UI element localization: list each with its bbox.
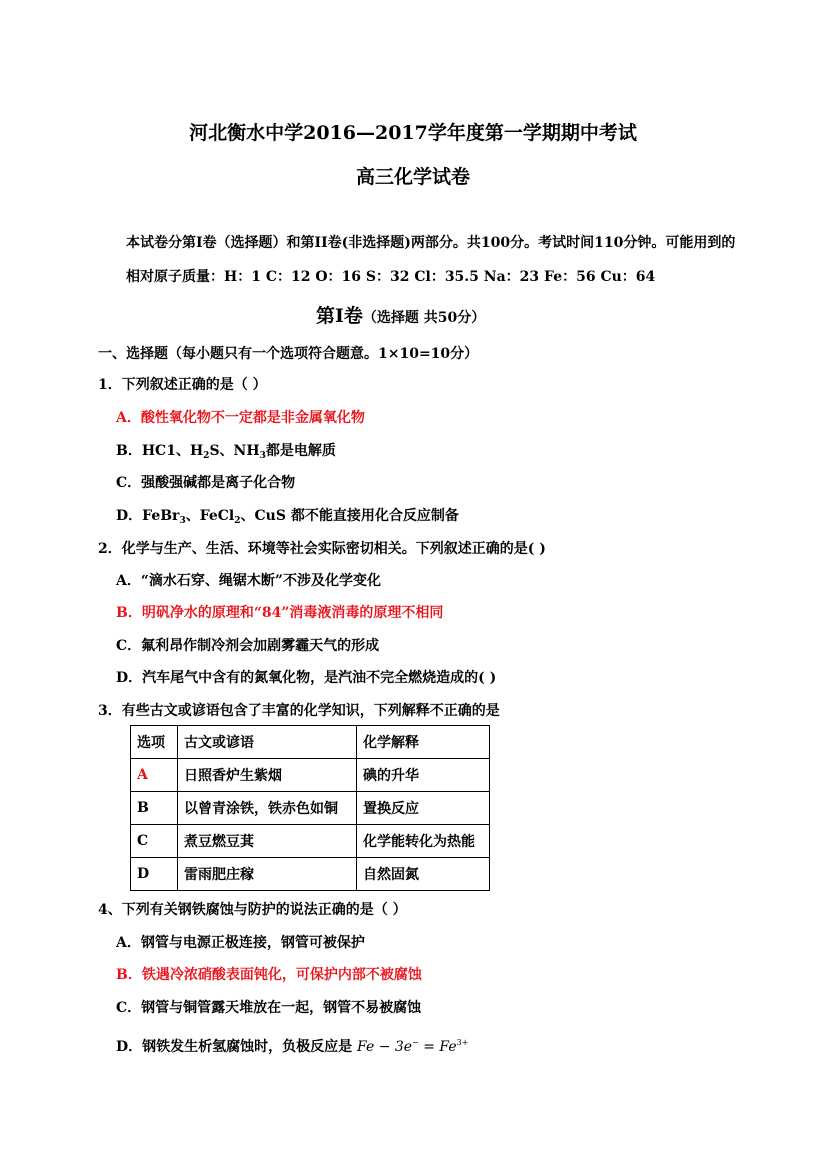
table-cell: 化学能转化为热能 [357, 825, 490, 858]
table-header-row [131, 726, 490, 759]
table-row [131, 792, 490, 825]
intro-line-2: 相对原子质量：H：1 C：12 O：16 S：32 Cl：35.5 Na：23 Fe：56 Cu：64 [126, 269, 656, 285]
table-header-cell: 选项 [131, 726, 178, 759]
table-row [131, 858, 490, 891]
q2-stem: 2．化学与生产、生活、环境等社会实际密切相关。下列叙述正确的是( ) [98, 541, 546, 557]
q2-option-a: A．“滴水石穿、绳锯木断”不涉及化学变化 [116, 573, 381, 589]
part-heading-note: （选择题 共50分） [362, 310, 486, 326]
q4-option-b: B．铁遇冷浓硝酸表面钝化，可保护内部不被腐蚀 [116, 967, 422, 983]
section-heading: 一、选择题（每小题只有一个选项符合题意。1×10=10分） [98, 346, 479, 362]
table-cell: 置换反应 [357, 792, 490, 825]
part-heading-title: 第Ⅰ卷 [316, 305, 363, 327]
table-header-cell: 化学解释 [357, 726, 490, 759]
table-cell: D [131, 858, 178, 891]
q3-stem: 3．有些古文或谚语包含了丰富的化学知识，下列解释不正确的是 [98, 703, 500, 719]
q3-table [130, 725, 490, 891]
table-header-cell: 古文或谚语 [178, 726, 357, 759]
table-cell: 雷雨肥庄稼 [178, 858, 357, 891]
q1-option-d: D．FeBr$_3$、FeCl$_2$、CuS 都不能直接用化合反应制备 [116, 508, 459, 526]
q4-option-a: A．钢管与电源正极连接，钢管可被保护 [116, 935, 365, 951]
table-row [131, 759, 490, 792]
table-cell: C [131, 825, 178, 858]
q2-option-b: B．明矾净水的原理和“84”消毒液消毒的原理不相同 [116, 605, 444, 621]
table-cell: 日照香炉生紫烟 [178, 759, 357, 792]
table-cell: A [131, 759, 178, 792]
q1-option-a: A．酸性氧化物不一定都是非金属氧化物 [116, 410, 365, 426]
table-row [131, 825, 490, 858]
q4-stem: 4、下列有关钢铁腐蚀与防护的说法正确的是（ ） [98, 902, 407, 918]
table-cell: 自然固氮 [357, 858, 490, 891]
exam-title: 河北衡水中学2016—2017学年度第一学期期中考试 [189, 122, 637, 144]
q1-option-b: B．HC1、$H_2S$、$NH_3$都是电解质 [116, 443, 336, 461]
table-cell: B [131, 792, 178, 825]
q4-option-c: C．钢管与铜管露天堆放在一起，钢管不易被腐蚀 [116, 1000, 422, 1016]
exam-subtitle: 高三化学试卷 [355, 166, 470, 188]
table-cell: 煮豆燃豆萁 [178, 825, 357, 858]
table-cell: 以曾青涂铁，铁赤色如铜 [178, 792, 357, 825]
q2-option-c: C．氟利昂作制冷剂会加剧雾霾天气的形成 [116, 638, 380, 654]
part-heading [316, 301, 485, 328]
q1-stem: 1．下列叙述正确的是（ ） [98, 377, 267, 393]
table-cell: 碘的升华 [357, 759, 490, 792]
q1-option-c: C．强酸强碱都是离子化合物 [116, 475, 296, 491]
intro-line-1: 本试卷分第Ⅰ卷（选择题）和第II卷(非选择题)两部分。共100分。考试时间110分钟。可能用到的 [126, 235, 736, 251]
q4-option-d-text: D．钢铁发生析氢腐蚀时，负极反应是 [116, 1039, 353, 1055]
q2-option-d: D．汽车尾气中含有的氮氧化物，是汽油不完全燃烧造成的( ) [116, 670, 497, 686]
q4-option-d [116, 1036, 468, 1056]
q4-formula: $Fe - 3e^- = Fe^{3+}$ [357, 1038, 469, 1055]
